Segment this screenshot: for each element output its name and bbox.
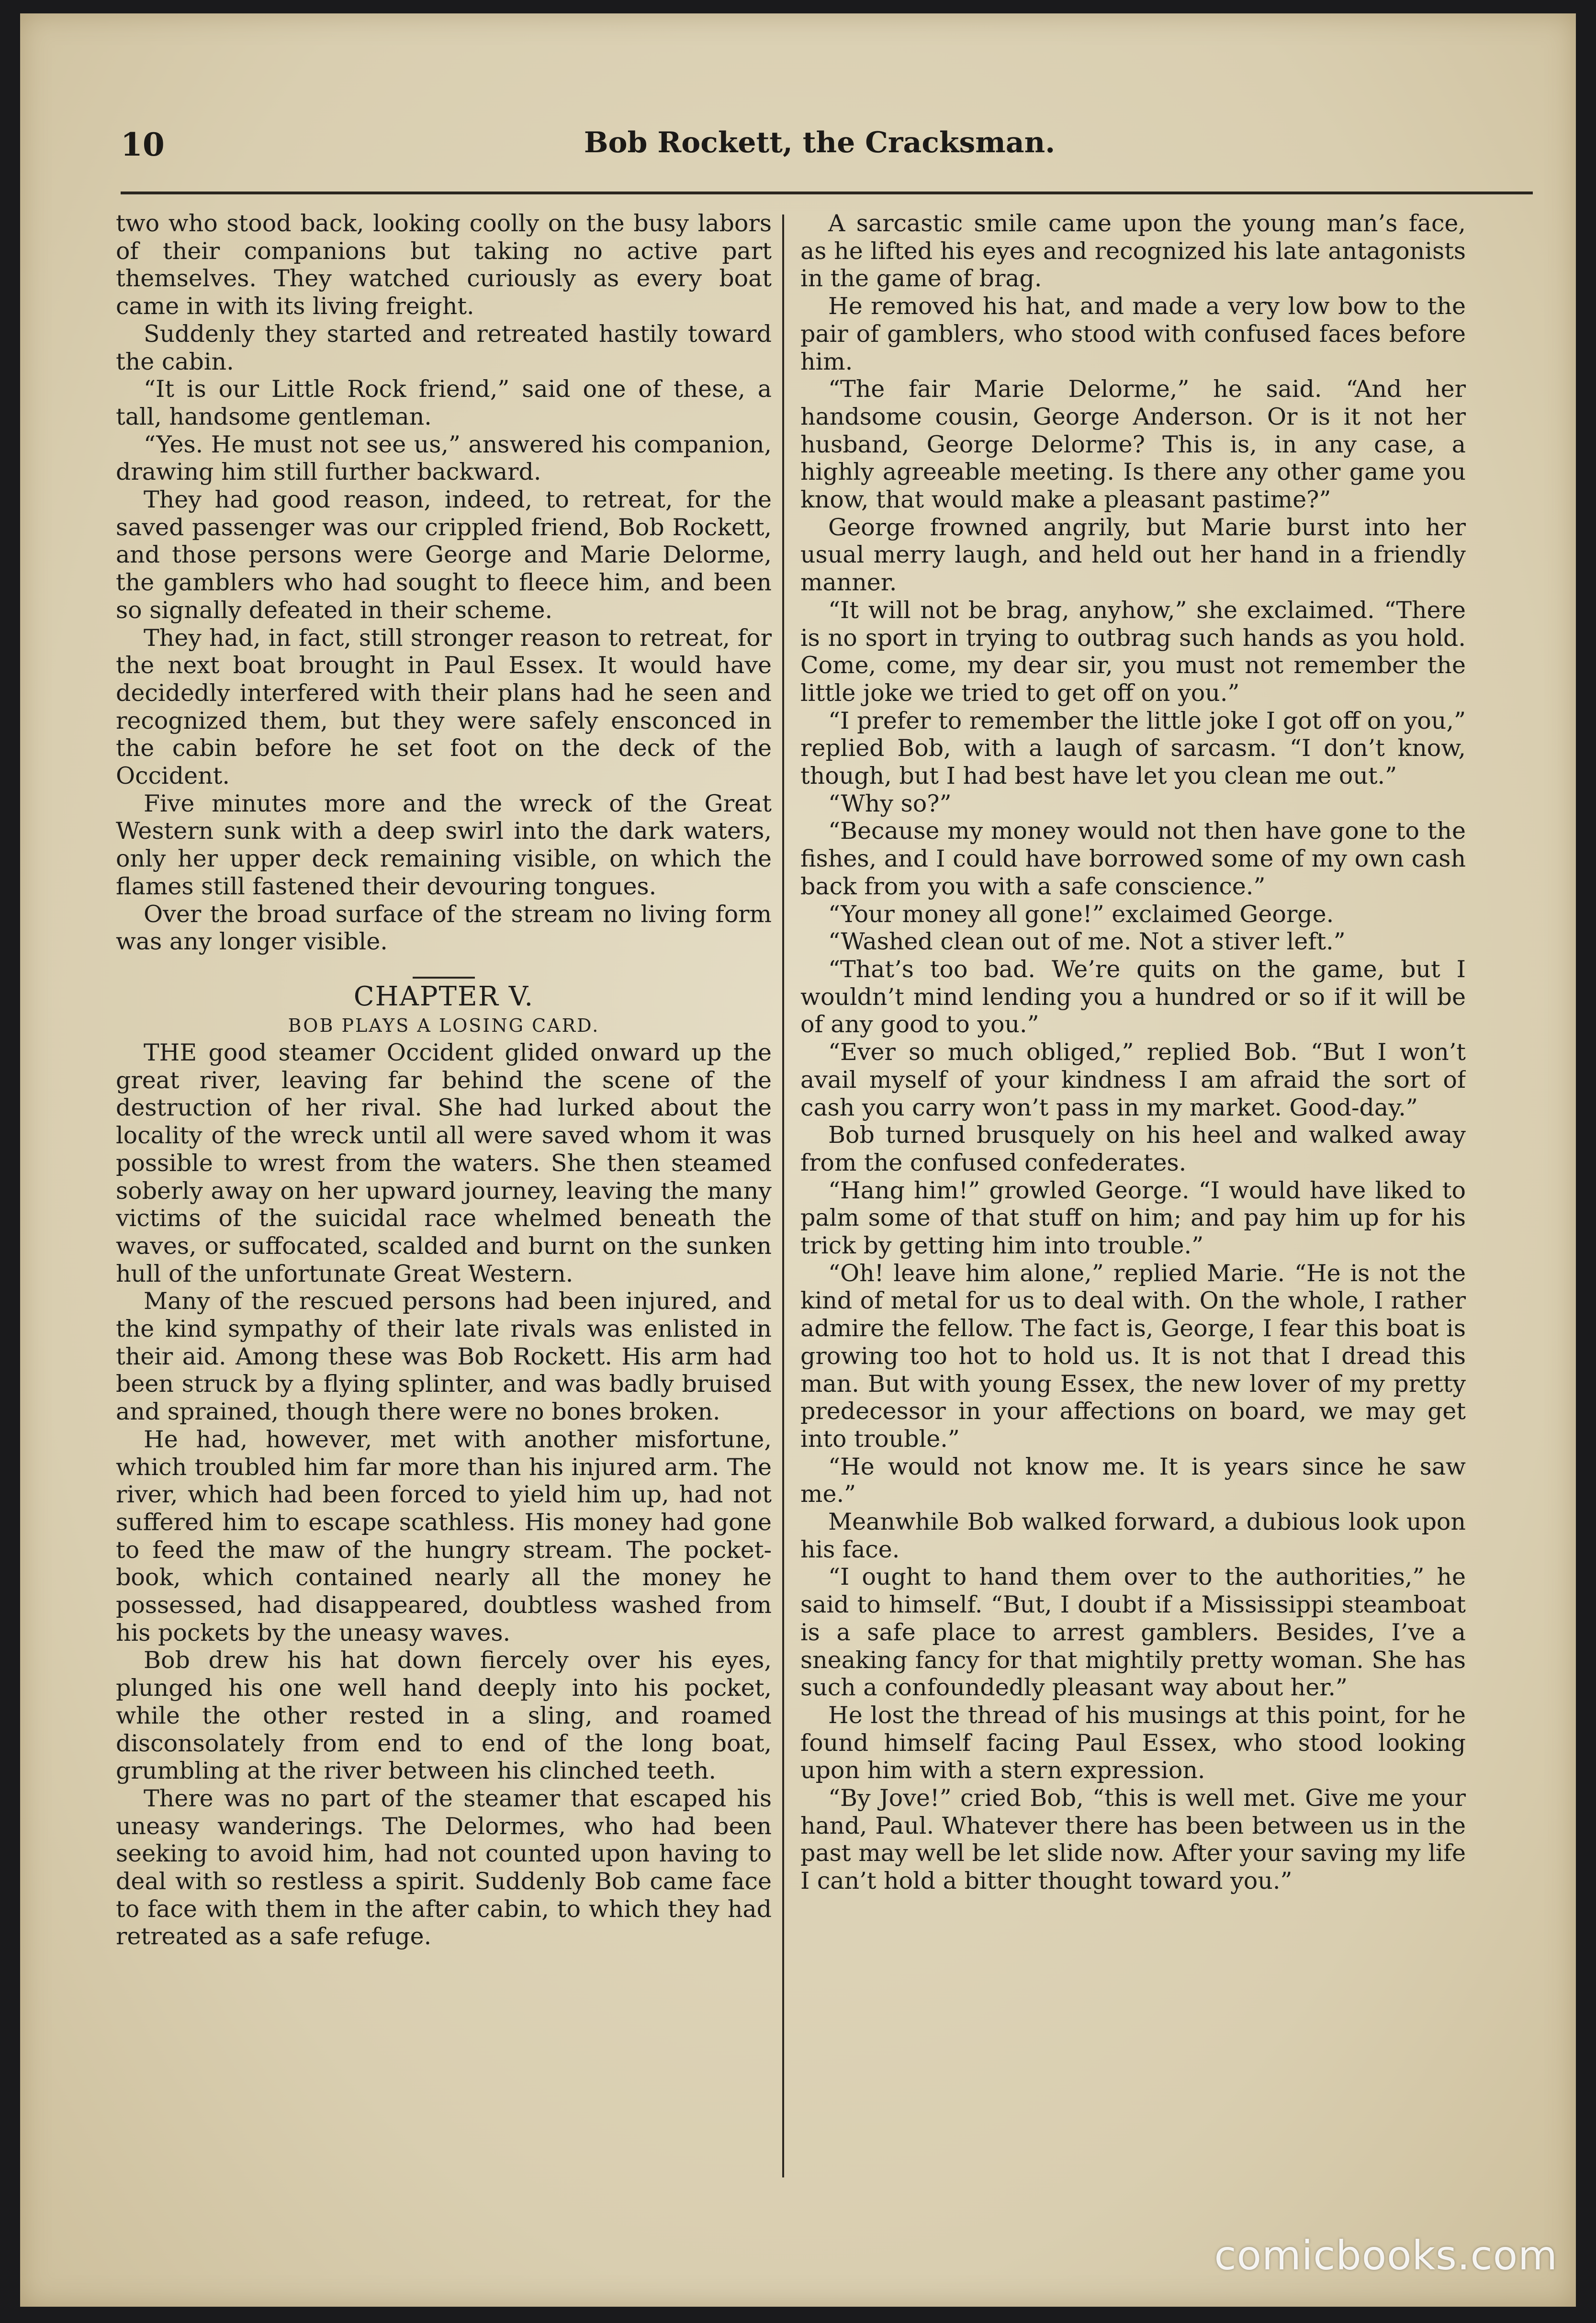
paragraph: A sarcastic smile came upon the young man’s face, as he lifted his eyes and recognized his late antagonists in the game of brag. [800, 210, 1466, 293]
paragraph: “It will not be brag, anyhow,” she exclaimed. “There is no sport in trying to outbrag such hands as you hold. Come, come, my dear sir, you must not remember the little joke we tried to get off on you.” [800, 596, 1466, 707]
paragraph: “By Jove!” cried Bob, “this is well met. Give me your hand, Paul. Whatever there has been between us in the past may well be let slide now. After your saving my life I can’t hold a bitter thought toward you.” [800, 1784, 1466, 1895]
paragraph: “Your money all gone!” exclaimed George. [828, 900, 1334, 928]
paragraph: “I prefer to remember the little joke I got off on you,” replied Bob, with a laugh of sarcasm. “I don’t know, though, but I had best have let you clean me out.” [800, 707, 1466, 790]
column-divider [782, 214, 784, 2177]
page-header [20, 13, 1576, 163]
right-column [800, 210, 1466, 2211]
paragraph: He lost the thread of his musings at this point, for he found himself facing Paul Essex, who stood looking upon him with a stern expression. [800, 1701, 1466, 1784]
paragraph: Many of the rescued persons had been injured, and the kind sympathy of their late rivals was enlisted in their aid. Among these was Bob Rockett. His arm had been struck by a flying splinter, and was badly bruised and sprained, though there were no bones broken. [116, 1287, 772, 1426]
chapter-rule [413, 977, 475, 979]
paragraph: “Washed clean out of me. Not a stiver left.” [828, 928, 1346, 956]
header-rule [121, 192, 1533, 194]
page-number: 10 [121, 126, 165, 163]
paragraph: Suddenly they started and retreated hastily toward the cabin. [116, 320, 772, 375]
watermark: comicbooks.com [1214, 2232, 1558, 2279]
paragraph: THE good steamer Occident glided onward up the great river, leaving far behind the scene of the destruction of her rival. She had lurked about the locality of the wreck until all were saved whom it was possible to wrest from the waters. She then steamed soberly away on her upward journey, leaving the many victims of the suicidal race whelmed beneath the waves, or suffocated, scalded and burnt on the sunken hull of the unfortunate Great Western. [116, 1038, 772, 1287]
paragraph: There was no part of the steamer that escaped his uneasy wanderings. The Delormes, who had been seeking to avoid him, had not counted upon having to deal with so restless a spirit. Suddenly Bob came face to face with them in the after cabin, to which they had retreated as a safe refuge. [116, 1784, 772, 1951]
paragraph: “The fair Marie Delorme,” he said. “And her handsome cousin, George Anderson. Or is it not her husband, George Delorme? This is, in any case, a highly agreeable meeting. Is there any other game you know, that would make a pleasant pastime?” [800, 375, 1466, 514]
paragraph: He removed his hat, and made a very low bow to the pair of gamblers, who stood with confused faces before him. [800, 293, 1466, 375]
paragraph: “He would not know me. It is years since he saw me.” [800, 1453, 1466, 1508]
magazine-page [20, 13, 1576, 2307]
paragraph: “Ever so much obliged,” replied Bob. “But I won’t avail myself of your kindness I am afraid the sort of cash you carry won’t pass in my market. Good-day.” [800, 1038, 1466, 1121]
paragraph: “Hang him!” growled George. “I would have liked to palm some of that stuff on him; and pay him up for his trick by getting him into trouble.” [800, 1176, 1466, 1260]
paragraph: “I ought to hand them over to the authorities,” he said to himself. “But, I doubt if a Mississippi steamboat is a safe place to arrest gamblers. Besides, I’ve a sneaking fancy for that mightily pretty woman. She has such a confoundedly pleasant way about her.” [800, 1563, 1466, 1702]
paragraph: two who stood back, looking coolly on the busy labors of their companions but taking no active part themselves. They watched curiously as every boat came in with its living freight. [116, 210, 772, 320]
paragraph: Five minutes more and the wreck of the Great Western sunk with a deep swirl into the dark waters, only her upper deck remaining visible, on which the flames still fastened their devouring tongues. [116, 789, 772, 900]
paragraph: He had, however, met with another misfortune, which troubled him far more than his injured arm. The river, which had been forced to yield him up, had not suffered him to escape scathless. His money had gone to feed the maw of the hungry stream. The pocket-book, which contained nearly all the money he possessed, had disappeared, doubtless washed from his pockets by the uneasy waves. [116, 1425, 772, 1646]
running-title: Bob Rockett, the Cracksman. [584, 126, 1056, 159]
paragraph: George frowned angrily, but Marie burst into her usual merry laugh, and held out her hand in a friendly manner. [800, 513, 1466, 597]
chapter-title: CHAPTER V. [353, 981, 534, 1012]
paragraph: “Oh! leave him alone,” replied Marie. “He is not the kind of metal for us to deal with. On the whole, I rather admire the fellow. The fact is, George, I fear this boat is growing too hot to hold us. It is not that I dread this man. But with young Essex, the new lover of my pretty predecessor in your affections on board, we may get into trouble.” [800, 1259, 1466, 1453]
paragraph: Bob drew his hat down fiercely over his eyes, plunged his one well hand deeply into his pocket, while the other rested in a sling, and roamed disconsolately from end to end of the long boat, grumbling at the river between his clinched teeth. [116, 1646, 772, 1785]
paragraph: “That’s too bad. We’re quits on the game, but I wouldn’t mind lending you a hundred or so if it will be of any good to you.” [800, 955, 1466, 1038]
paragraph: “It is our Little Rock friend,” said one of these, a tall, handsome gentleman. [116, 375, 772, 430]
paragraph: Over the broad surface of the stream no living form was any longer visible. [116, 900, 772, 956]
paragraph: “Yes. He must not see us,” answered his companion, drawing him still further backward. [116, 430, 772, 486]
chapter-subtitle: BOB PLAYS A LOSING CARD. [288, 1015, 600, 1036]
paragraph: “Why so?” [828, 789, 952, 817]
paragraph: Meanwhile Bob walked forward, a dubious look upon his face. [800, 1508, 1466, 1563]
left-column [116, 210, 772, 2211]
paragraph: Bob turned brusquely on his heel and walked away from the confused confederates. [800, 1121, 1466, 1176]
paragraph: They had good reason, indeed, to retreat, for the saved passenger was our crippled friend, Bob Rockett, and those persons were George and Marie Delorme, the gamblers who had sought to fleece him, and been so signally defeated in their scheme. [116, 486, 772, 624]
paragraph: “Because my money would not then have gone to the fishes, and I could have borrowed some of my own cash back from you with a safe conscience.” [800, 817, 1466, 900]
paragraph: They had, in fact, still stronger reason to retreat, for the next boat brought in Paul Essex. It would have decidedly interfered with their plans had he seen and recognized them, but they were safely ensconced in the cabin before he set foot on the deck of the Occident. [116, 624, 772, 790]
